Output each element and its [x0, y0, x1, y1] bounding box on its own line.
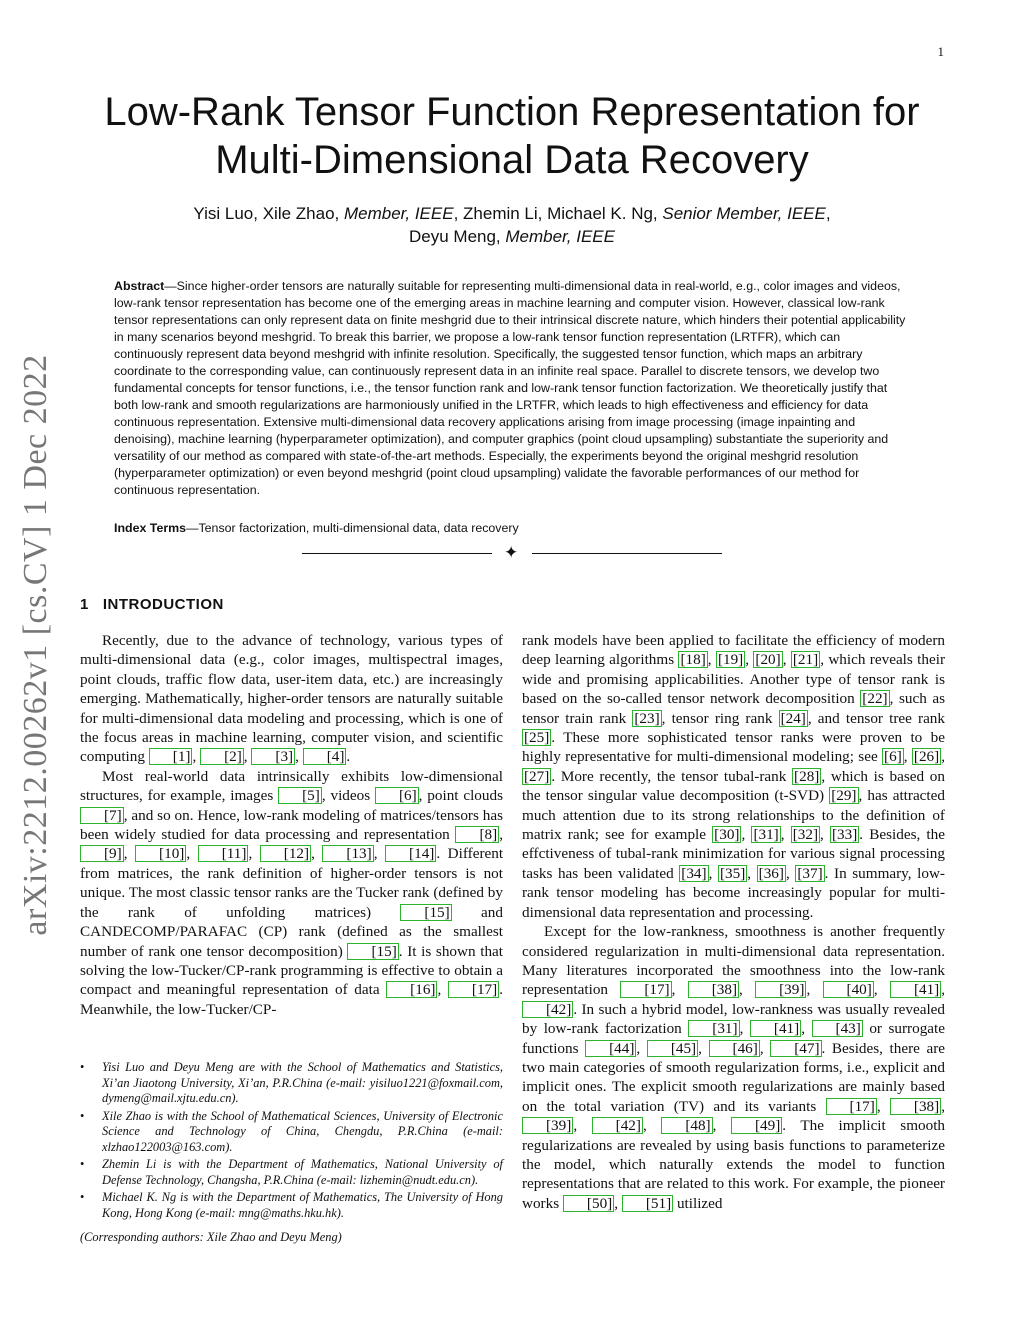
- citation-link[interactable]: [40]: [823, 981, 874, 998]
- citation-link[interactable]: [37]: [797, 864, 823, 882]
- citation-link[interactable]: [51]: [622, 1195, 673, 1212]
- text-run: . These more sophisticated tensor ranks were proven to be highly representative for multi-dimensional modeling; see: [522, 729, 945, 766]
- text-run: rank models have been applied to facilitate the efficiency of modern deep learning algorithms: [522, 632, 945, 669]
- footnote-item: • Michael K. Ng is with the Department of Mathematics, The University of Hong Kong, Hong Kong (e-mail: mng@maths.hku.hk).: [102, 1190, 503, 1221]
- citation-link[interactable]: [17]: [448, 981, 499, 998]
- citation-link[interactable]: [48]: [661, 1117, 712, 1134]
- index-terms: [114, 521, 912, 535]
- text-run: , and so on. Hence, low-rank modeling of matrices/tensors has been widely studied for data processing and representation: [80, 806, 503, 844]
- citation-link[interactable]: [38]: [890, 1098, 941, 1115]
- arxiv-identifier: arXiv:2212.00262v1 [cs.CV] 1 Dec 2022: [17, 354, 54, 936]
- citation-link[interactable]: [16]: [386, 981, 437, 998]
- citation-link[interactable]: [24]: [780, 709, 806, 727]
- page-number: 1: [937, 44, 944, 59]
- footnote-item: • Xile Zhao is with the School of Mathematical Sciences, University of Electronic Science and Technology of China, Chengdu, P.R.China (e-mail: xlzhao122003@163.com).: [102, 1109, 503, 1156]
- author-role-1: Member, IEEE: [343, 204, 454, 223]
- citation-link[interactable]: [31]: [753, 826, 779, 844]
- footnote-item: • Yisi Luo and Deyu Meng are with the School of Mathematics and Statistics, Xi’an Jiaotong University, Xi’an, P.R.China (e-mail: yisiluo1221@foxmail.com, dymeng@mail.xjtu.edu.cn).: [102, 1060, 503, 1107]
- citation-link[interactable]: [33]: [831, 826, 858, 844]
- right-column: [522, 631, 945, 1213]
- authors-part-2-end: ,: [825, 204, 831, 223]
- footnote-item: • Zhemin Li is with the Department of Mathematics, National University of Defense Technology, Changsha, P.R.China (e-mail: lizhemin@nudt.edu.cn).: [102, 1157, 503, 1188]
- text-run: . Besides, the effctiveness of tubal-rank minimization for various signal processing tasks has been validated: [522, 826, 945, 882]
- citation-link[interactable]: [44]: [585, 1040, 636, 1057]
- index-terms-text: —Tensor factorization, multi-dimensional data, data recovery: [186, 521, 519, 535]
- paper-title: [80, 88, 944, 184]
- text-run: , which is based on the tensor singular value decomposition (t-SVD): [522, 767, 945, 805]
- citation-link[interactable]: [23]: [634, 709, 660, 727]
- citation-link[interactable]: [41]: [750, 1020, 801, 1037]
- citation-link[interactable]: [13]: [322, 845, 373, 862]
- citation-link[interactable]: [26]: [913, 748, 940, 766]
- text-run: and CANDECOMP/PARAFAC (CP) rank (defined as the smallest number of rank one tensor decomposition): [80, 903, 503, 960]
- text-run: , videos: [321, 787, 375, 805]
- corresponding-authors-note: (Corresponding authors: Xile Zhao and Deyu Meng): [80, 1230, 342, 1244]
- citation-link[interactable]: [11]: [198, 845, 249, 862]
- author-footnotes: [80, 1060, 503, 1246]
- citation-link[interactable]: [32]: [792, 826, 819, 844]
- citation-link[interactable]: [21]: [792, 651, 819, 669]
- author-list: [100, 202, 924, 248]
- section-number: 1: [80, 596, 89, 613]
- citation-link[interactable]: [39]: [522, 1117, 573, 1134]
- text-run: . More recently, the tensor tubal-rank: [551, 767, 793, 785]
- text-run: utilized: [673, 1194, 723, 1212]
- citation-link[interactable]: [17]: [620, 981, 671, 998]
- citation-link[interactable]: [36]: [758, 864, 784, 882]
- authors-part-3: Deyu Meng,: [409, 227, 506, 246]
- text-run: , such as tensor train rank: [522, 690, 945, 727]
- authors-part-2: , Zhemin Li, Michael K. Ng,: [453, 204, 663, 223]
- citation-link[interactable]: [39]: [755, 981, 806, 998]
- citation-link[interactable]: [3]: [251, 748, 295, 765]
- text-run: . In summary, low-rank tensor modeling has become increasingly popular for multi-dimensional data representation and processing.: [522, 864, 945, 921]
- title-line-2: Multi-Dimensional Data Recovery: [215, 138, 809, 182]
- author-role-3: Member, IEEE: [505, 227, 615, 246]
- citation-link[interactable]: [7]: [80, 807, 124, 824]
- title-line-1: Low-Rank Tensor Function Representation for: [104, 90, 920, 134]
- citation-link[interactable]: [31]: [688, 1020, 739, 1037]
- citation-link[interactable]: [17]: [826, 1098, 877, 1115]
- text-run: Most real-world data intrinsically exhibits low-dimensional structures, for example, images: [80, 767, 503, 805]
- citation-link[interactable]: [1]: [149, 748, 193, 765]
- citation-link[interactable]: [12]: [260, 845, 311, 862]
- citation-link[interactable]: [34]: [681, 864, 707, 882]
- citation-link[interactable]: [45]: [647, 1040, 698, 1057]
- citation-link[interactable]: [29]: [831, 787, 857, 805]
- citation-link[interactable]: [47]: [770, 1040, 821, 1057]
- citation-link[interactable]: [15]: [347, 943, 398, 960]
- section-separator: [302, 544, 722, 564]
- text-run: . It is shown that solving the low-Tucker/CP-rank programming is effective to obtain a compact and meaningful representation of data: [80, 942, 503, 999]
- citation-link[interactable]: [20]: [755, 651, 781, 669]
- citation-link[interactable]: [22]: [862, 690, 888, 708]
- citation-link[interactable]: [30]: [714, 826, 740, 844]
- section-heading: [80, 596, 224, 613]
- citation-link[interactable]: [6]: [884, 748, 902, 766]
- text-run: Except for the low-rankness, smoothness is another frequently considered regularization in multi-dimensional data representation. Many literatures incorporated the smoothness into the low-rank representation: [522, 923, 945, 999]
- citation-link[interactable]: [25]: [524, 729, 550, 747]
- citation-link[interactable]: [28]: [794, 767, 820, 785]
- separator-diamond-icon: ✦: [504, 543, 519, 563]
- citation-link[interactable]: [5]: [278, 787, 322, 804]
- citation-link[interactable]: [41]: [890, 981, 941, 998]
- citation-link[interactable]: [15]: [400, 904, 451, 921]
- citation-link[interactable]: [6]: [375, 787, 419, 804]
- citation-link[interactable]: [27]: [524, 767, 550, 785]
- abstract-text: —Since higher-order tensors are naturally suitable for representing multi-dimensional data in real-world, e.g., color images and videos, low-rank tensor representation has become one of the emerging areas in machine learning and computer vision. However, classical low-rank tensor representations can only represent data on finite meshgrid due to their intrinsical discrete nature, which hinders their potential applicability in many scenarios beyond meshgrid. To break this barrier, we propose a low-rank tensor function representation (LRTFR), which can continuously represent data beyond meshgrid with infinite resolution. Specifically, the suggested tensor function, which maps an arbitrary coordinate to the corresponding value, can continuously represent data in an infinite real space. Parallel to discrete tensors, we develop two fundamental concepts for tensor functions, i.e., the tensor function rank and low-rank tensor function factorization. We theoretically justify that both low-rank and smooth regularizations are harmoniously unified in the LRTFR, which leads to high effectiveness and efficiency for data continuous representation. Extensive multi-dimensional data recovery applications arising from image processing (image inpainting and denoising), machine learning (hyperparameter optimization), and computer graphics (point cloud upsampling) substantiate the superiority and versatility of our method as compared with state-of-the-art methods. Especially, the experiments beyond the original meshgrid resolution (hyperparameter optimization) or even beyond meshgrid (point cloud upsampling) validate the favorable performances of our method for continuous representation.: [114, 279, 906, 497]
- text-run: , which reveals their wide and promising applicabilities. Another type of tensor rank is based on the so-called tensor network decomposition: [522, 651, 946, 708]
- citation-link[interactable]: [46]: [709, 1040, 760, 1057]
- intro-paragraph-1: Recently, due to the advance of technology, various types of multi-dimensional data (e.g., color images, multispectral images, point clouds, traffic flow data, user-item data, etc.) are increasingly emerging. Mathematically, higher-order tensors are naturally suitable for multi-dimensional data modeling and processing, which is one of the focus areas in machine learning, computer vision, and scientific computing [1] , [2] , [3] , [4] .: [80, 632, 503, 766]
- citation-link[interactable]: [50]: [563, 1195, 614, 1212]
- text-run: . In such a hybrid model, low-rankness was usually revealed by low-rank factorization: [522, 1000, 945, 1038]
- text-run: , has attracted much attention due to its strong relationships to the definition of matrix rank; see for example: [522, 787, 945, 844]
- intro-paragraph-3: Except for the low-rankness, smoothness is another frequently considered regularization in multi-dimensional data representation. Many literatures incorporated the smoothness into the low-rank representation [17] , [38] , [39] , [40] , [41] , [42] . In such a hybrid model, low-rankness was usually revealed by low-rank factorization [31] , [41] , [43] or surrogate functions [44] , [45] , [46] , [47] . Besides, there are two main categories of smooth regularization forms, i.e., explicit and implicit ones. The explicit smooth regularizations are mainly based on the total variation (TV) and its variants [17] , [38] , [39] , [42] , [48] , [49] . The implicit smooth regularizations are revealed by using basis functions to parameterize the model, which naturally extends the model to function representations that are related to this work. For example, the pioneer works [50] , [51] utilized: [522, 923, 946, 1212]
- text-run: , and tensor tree rank: [807, 709, 945, 727]
- citation-link[interactable]: [42]: [592, 1117, 643, 1134]
- citation-link[interactable]: [49]: [731, 1117, 782, 1134]
- text-run: or surrogate functions: [522, 1020, 945, 1057]
- text-run: . Different from matrices, the rank definition of higher-order tensors is not unique. The most classic tensor ranks are the Tucker rank (defined by the rank of unfolding matrices): [80, 845, 504, 921]
- citation-link[interactable]: [43]: [812, 1020, 863, 1037]
- citation-link[interactable]: [19]: [717, 651, 744, 669]
- citation-link[interactable]: [10]: [135, 845, 186, 862]
- author-role-2: Senior Member, IEEE: [662, 204, 826, 223]
- citation-link[interactable]: [14]: [385, 845, 436, 862]
- text-run: . Meanwhile, the low-Tucker/CP-: [80, 981, 503, 1018]
- text-run: . Besides, there are two main categories of smooth regularization forms, i.e., explicit and implicit ones. The explicit smooth regularizations are mainly based on the total variation (TV) and its variants: [522, 1039, 946, 1115]
- intro-paragraph-continued: rank models have been applied to facilitate the efficiency of modern deep learning algorithms [18] , [19] , [20] , [21] , which reveals their wide and promising applicabilities. Another type of tensor rank is based on the so-called tensor network decomposition [22] , such as tensor train rank [23] , tensor ring rank [24] , and tensor tree rank [25] . These more sophisticated tensor ranks were proven to be highly representative for multi-dimensional modeling; see [6] , [26] , [27] . More recently, the tensor tubal-rank [28] , which is based on the tensor singular value decomposition (t-SVD) [29] , has attracted much attention due to its strong relationships to the definition of matrix rank; see for example [30] , [31] , [32] , [33] . Besides, the effctiveness of tubal-rank minimization for various signal processing tasks has been validated [34] , [35] , [36] , [37] . In summary, low-rank tensor modeling has become increasingly popular for multi-dimensional data representation and processing.: [522, 632, 946, 921]
- citation-link[interactable]: [2]: [200, 748, 244, 765]
- left-column: [80, 631, 503, 1019]
- citation-link[interactable]: [38]: [688, 981, 739, 998]
- separator-line-left: [302, 553, 492, 554]
- text-run: Recently, due to the advance of technology, various types of multi-dimensional data (e.g., color images, multispectral images, point clouds, traffic flow data, user-item data, etc.) are increasingly emerging. Mathematically, higher-order tensors are naturally suitable for multi-dimensional data modeling and processing, which is one of the focus areas in machine learning, computer vision, and scientific computing: [80, 632, 503, 766]
- abstract: [114, 278, 912, 499]
- citation-link[interactable]: [9]: [80, 845, 124, 862]
- authors-part-1: Yisi Luo, Xile Zhao,: [193, 204, 344, 223]
- citation-link[interactable]: [18]: [680, 651, 706, 669]
- index-terms-label: Index Terms: [114, 521, 187, 535]
- citation-link[interactable]: [4]: [303, 748, 347, 765]
- citation-link[interactable]: [8]: [455, 826, 499, 843]
- separator-line-right: [532, 553, 722, 554]
- citation-link[interactable]: [35]: [719, 864, 746, 882]
- abstract-label: Abstract: [114, 279, 165, 293]
- text-run: . The implicit smooth regularizations are revealed by using basis functions to parameterize the model, which naturally extends the model to function representations that are related to this work. For example, the pioneer works: [522, 1117, 946, 1212]
- section-title: INTRODUCTION: [102, 596, 224, 613]
- text-run: , point clouds: [418, 787, 503, 805]
- intro-paragraph-2: Most real-world data intrinsically exhibits low-dimensional structures, for example, images [5] , videos [6] , point clouds [7] , and so on. Hence, low-rank modeling of matrices/tensors has been widely studied for data processing and representation [8] , [9] , [10] , [11] , [12] , [13] , [14] . Different from matrices, the rank definition of higher-order tensors is not unique. The most classic tensor ranks are the Tucker rank (defined by the rank of unfolding matrices) [15] and CANDECOMP/PARAFAC (CP) rank (defined as the smallest number of rank one tensor decomposition) [15] . It is shown that solving the low-Tucker/CP-rank programming is effective to obtain a compact and meaningful representation of data [16] , [17] . Meanwhile, the low-Tucker/CP-: [80, 767, 504, 1018]
- citation-link[interactable]: [42]: [522, 1001, 573, 1018]
- text-run: , tensor ring rank: [661, 709, 779, 727]
